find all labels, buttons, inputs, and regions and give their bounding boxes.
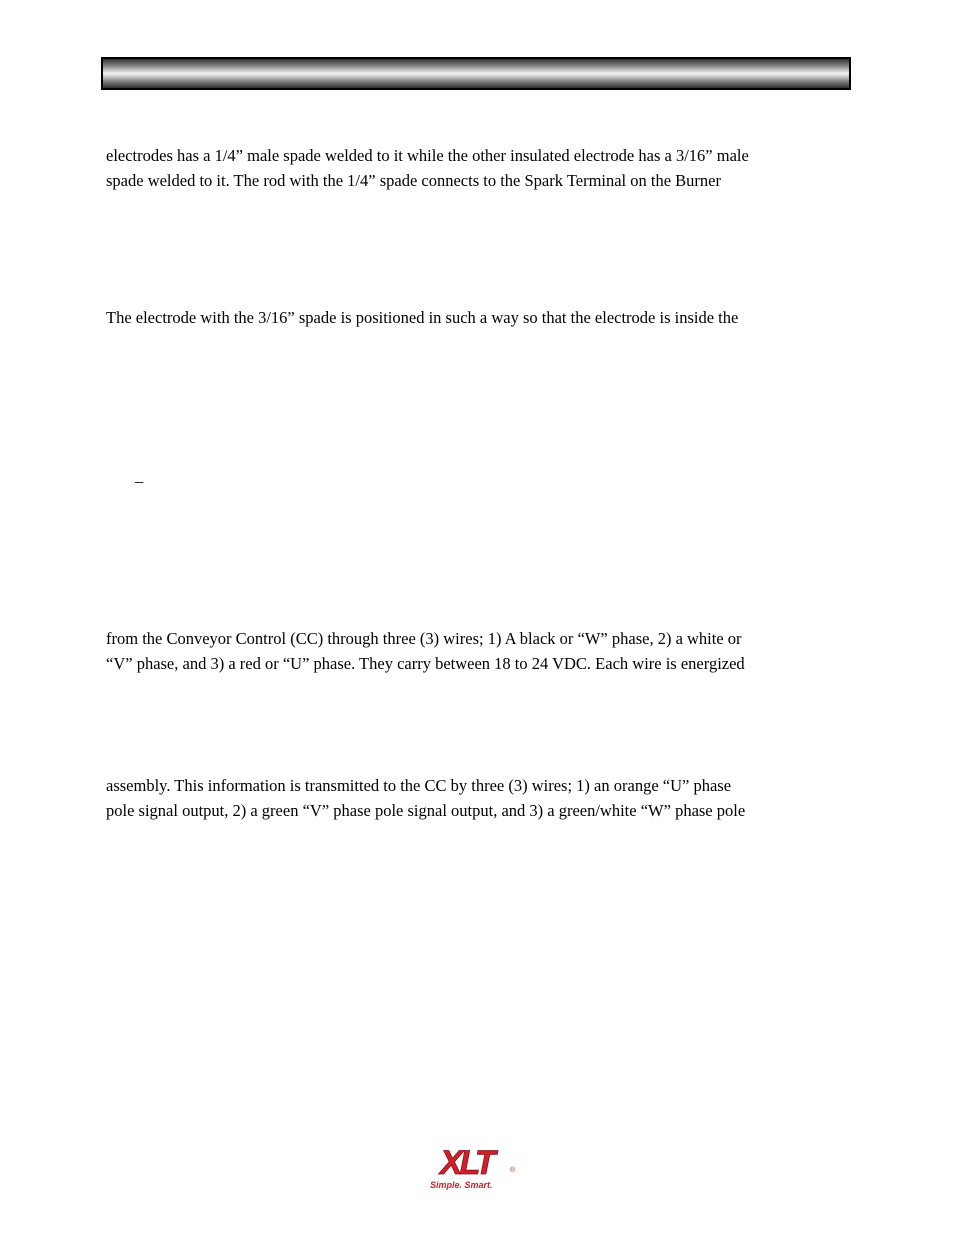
- logo-text: XLT: [440, 1144, 493, 1182]
- text-line: _: [135, 466, 144, 485]
- text-line: spade welded to it. The rod with the 1/4” spade connects to the Spark Terminal on the Burner: [106, 171, 721, 190]
- text-line: from the Conveyor Control (CC) through three (3) wires; 1) A black or “W” phase, 2) a white or: [106, 629, 742, 648]
- header-bar: [101, 57, 851, 90]
- registered-mark: ®: [510, 1167, 516, 1174]
- text-line: pole signal output, 2) a green “V” phase pole signal output, and 3) a green/white “W” phase pole: [106, 801, 746, 820]
- text-line: The electrode with the 3/16” spade is positioned in such a way so that the electrode is inside the: [106, 308, 739, 327]
- text-line: “V” phase, and 3) a red or “U” phase. They carry between 18 to 24 VDC. Each wire is energized: [106, 654, 745, 673]
- text-line: assembly. This information is transmitted to the CC by three (3) wires; 1) an orange “U” phase: [106, 776, 732, 795]
- text-line: electrodes has a 1/4” male spade welded to it while the other insulated electrode has a 3/16” male: [106, 146, 749, 165]
- logo-tagline: Simple. Smart.: [430, 1180, 493, 1190]
- xlt-logo: [426, 1140, 530, 1192]
